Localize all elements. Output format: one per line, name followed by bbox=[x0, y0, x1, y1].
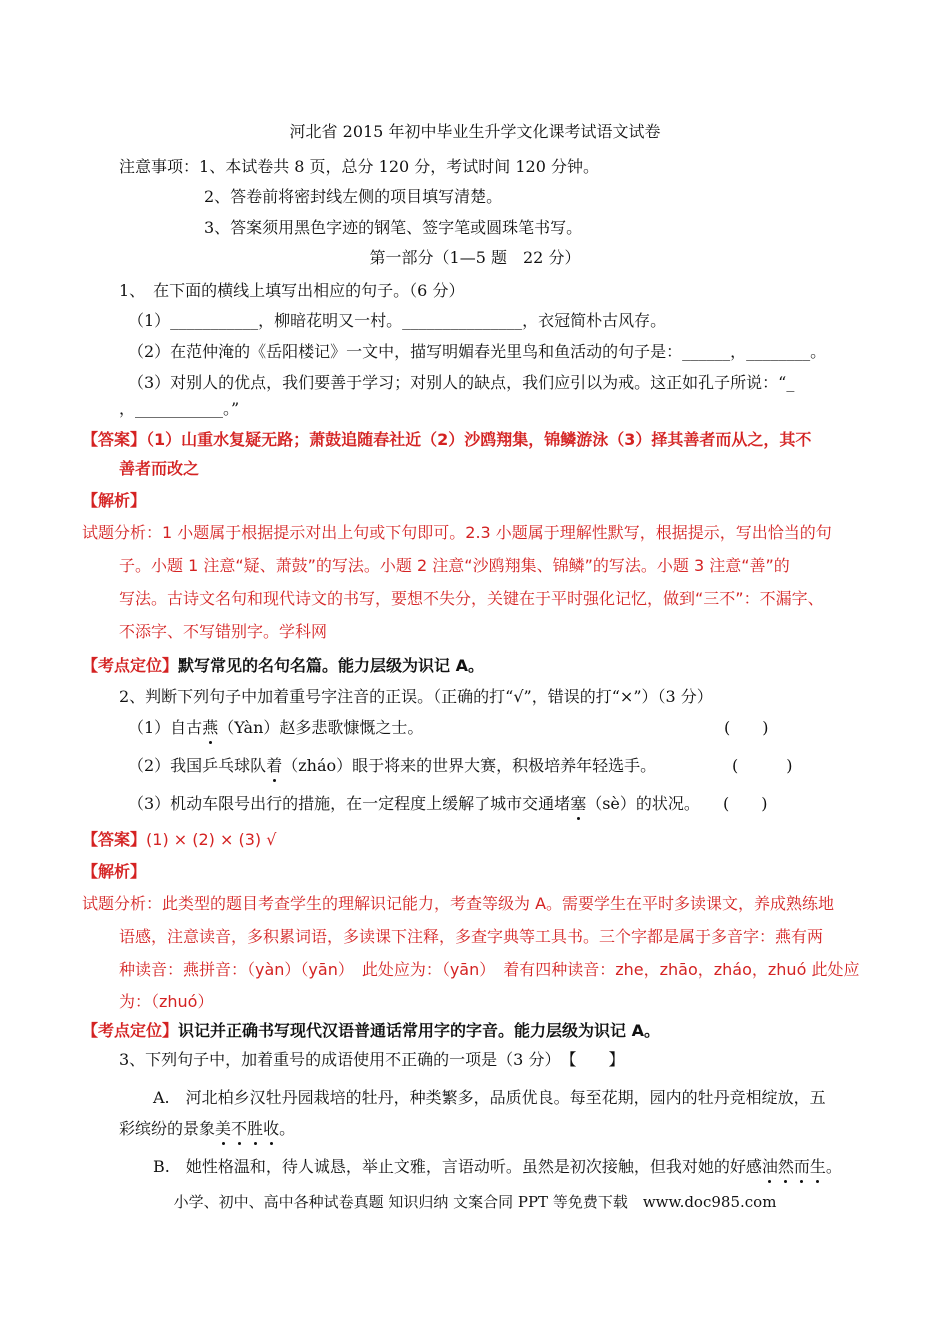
q2-sentence-3 bbox=[128, 794, 700, 814]
q2-analysis-label: 【解析】 bbox=[82, 862, 147, 881]
q1-sub2: （2）在范仲淹的《岳阳楼记》一文中，描写明媚春光里鸟和鱼活动的句子是：______，________。 bbox=[128, 342, 827, 361]
q3-stem: 3、下列句子中，加着重号的成语使用不正确的一项是（3 分） 【 】 bbox=[119, 1050, 625, 1069]
q1-answer-label: 【答案】 bbox=[82, 430, 147, 449]
emphasis-char: 而 bbox=[793, 1157, 810, 1176]
q1-sub3-line2: ，___________。” bbox=[119, 399, 240, 418]
q1-stem: 1、 在下面的横线上填写出相应的句子。（6 分） bbox=[119, 281, 465, 300]
q2-s1-post: （Yàn）赵多悲歌慷慨之士。 bbox=[218, 718, 424, 737]
q2-sentence-1 bbox=[128, 718, 423, 738]
page-title: 河北省 2015 年初中毕业生升学文化课考试语文试卷 bbox=[289, 122, 661, 141]
q1-answer-line2: 善者而改之 bbox=[119, 459, 200, 478]
part1-heading: 第一部分（1—5 题 22 分） bbox=[369, 248, 581, 267]
q2-knowledge-point bbox=[82, 1021, 660, 1041]
q2-s2-answer-paren: ( ) bbox=[732, 756, 793, 775]
q3-a-pre: 彩缤纷的景象 bbox=[119, 1119, 216, 1138]
emphasis-idiom bbox=[215, 1119, 279, 1138]
emphasis-char: 胜 bbox=[247, 1119, 264, 1138]
q2-sentence-2 bbox=[128, 756, 656, 776]
q1-kp-label: 【考点定位】 bbox=[82, 656, 179, 675]
q2-analysis-line: 为：（zhuó） bbox=[119, 992, 214, 1011]
q1-analysis-line: 试题分析：1 小题属于根据提示对出上句或下句即可。2.3 小题属于理解性默写，根据提示，写出恰当的句 bbox=[82, 523, 832, 542]
q2-stem: 2、判断下列句子中加着重号字注音的正误。（正确的打“√”，错误的打“×”）（3 分） bbox=[119, 687, 713, 706]
emphasis-char: 着 bbox=[266, 756, 283, 775]
page-footer: 小学、初中、高中各种试卷真题 知识归纳 文案合同 PPT 等免费下载 www.doc985.com bbox=[173, 1193, 777, 1211]
q3-option-b bbox=[153, 1157, 842, 1177]
emphasis-char: 油 bbox=[761, 1157, 778, 1176]
q2-kp-label: 【考点定位】 bbox=[82, 1021, 179, 1040]
emphasis-char: 不 bbox=[231, 1119, 248, 1138]
q2-s1-answer-paren: ( ) bbox=[724, 718, 769, 737]
emphasis-char: 塞 bbox=[570, 794, 587, 813]
notes-item-2: 2、答卷前将密封线左侧的项目填写清楚。 bbox=[204, 187, 503, 206]
q2-analysis-line: 种读音：燕拼音：（yàn）（yān） 此处应为：（yān） 着有四种读音：zhe，zhāo，zháo，zhuó 此处应 bbox=[119, 960, 860, 979]
q2-answer bbox=[82, 830, 276, 850]
q2-analysis-line: 试题分析：此类型的题目考查学生的理解识记能力，考查等级为 A。需要学生在平时多读课文，养成熟练地 bbox=[82, 894, 835, 913]
notes-label: 注意事项： bbox=[119, 157, 200, 176]
q2-kp-text: 识记并正确书写现代汉语普通话常用字的字音。能力层级为识记 A。 bbox=[178, 1021, 660, 1040]
q2-analysis-line: 语感，注意读音，多积累词语，多读课下注释，多查字典等工具书。三个字都是属于多音字：燕有两 bbox=[119, 927, 824, 946]
q2-answer-text: (1) × (2) × (3) √ bbox=[146, 830, 277, 849]
q1-analysis-line: 写法。古诗文名句和现代诗文的书写，要想不失分，关键在于平时强化记忆，做到“三不”：不漏字、 bbox=[119, 589, 824, 608]
q2-s2-pre: （2）我国乒乓球队 bbox=[128, 756, 267, 775]
q3-a-post: 。 bbox=[279, 1119, 296, 1138]
emphasis-idiom bbox=[762, 1157, 826, 1176]
q3-option-a-line2 bbox=[119, 1119, 295, 1139]
q1-sub1: （1）___________，柳暗花明又一村。_______________，衣冠简朴古风存。 bbox=[128, 311, 667, 330]
q2-s3-pre: （3）机动车限号出行的措施，在一定程度上缓解了城市交通堵 bbox=[128, 794, 571, 813]
emphasis-char: 生 bbox=[809, 1157, 826, 1176]
q1-sub3-line1: （3）对别人的优点，我们要善于学习；对别人的缺点，我们应引以为戒。这正如孔子所说：“_ bbox=[128, 373, 795, 392]
q1-analysis-label: 【解析】 bbox=[82, 491, 147, 510]
q1-answer-line1 bbox=[82, 430, 811, 450]
notes-item-1: 1、本试卷共 8 页，总分 120 分，考试时间 120 分钟。 bbox=[199, 157, 599, 176]
emphasis-char: 燕 bbox=[202, 718, 219, 737]
notes-first-line bbox=[119, 157, 599, 177]
emphasis-char: 美 bbox=[215, 1119, 232, 1138]
emphasis-char: 然 bbox=[777, 1157, 794, 1176]
q3-b-post: 。 bbox=[825, 1157, 842, 1176]
q2-s2-post: （zháo）眼于将来的世界大赛，积极培养年轻选手。 bbox=[282, 756, 657, 775]
q3-option-a-line1: A. 河北柏乡汉牡丹园栽培的牡丹，种类繁多，品质优良。每至花期，园内的牡丹竞相绽放，五 bbox=[153, 1088, 826, 1107]
q2-s3-answer-paren: ( ) bbox=[723, 794, 768, 813]
q2-s1-pre: （1）自古 bbox=[128, 718, 203, 737]
q1-analysis-line: 子。小题 1 注意“疑、萧鼓”的写法。小题 2 注意“沙鸥翔集、锦鳞”的写法。小题 3 注意“善”的 bbox=[119, 556, 790, 575]
notes-item-3: 3、答案须用黑色字迹的钢笔、签字笔或圆珠笔书写。 bbox=[204, 218, 583, 237]
q1-kp-text: 默写常见的名句名篇。能力层级为识记 A。 bbox=[178, 656, 484, 675]
q1-analysis-line: 不添字、不写错别字。学科网 bbox=[119, 622, 328, 641]
q1-knowledge-point bbox=[82, 656, 484, 676]
q2-s3-post: （sè）的状况。 bbox=[586, 794, 700, 813]
emphasis-char: 收 bbox=[263, 1119, 280, 1138]
q2-answer-label: 【答案】 bbox=[82, 830, 147, 849]
q1-answer-text: （1）山重水复疑无路；萧鼓追随春社近（2）沙鸥翔集，锦鳞游泳（3）择其善者而从之，其不 bbox=[146, 430, 812, 449]
q3-b-pre: B. 她性格温和，待人诚恳，举止文雅，言语动听。虽然是初次接触，但我对她的好感 bbox=[153, 1157, 762, 1176]
